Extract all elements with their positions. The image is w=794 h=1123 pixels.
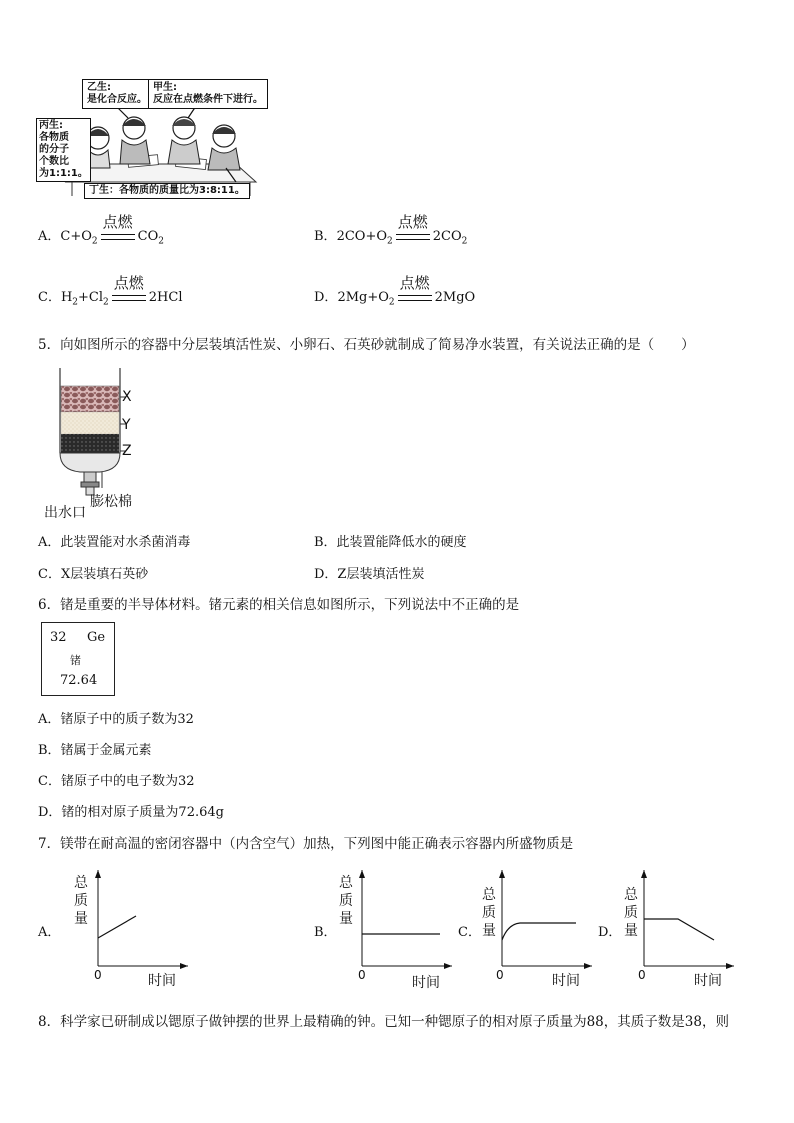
ylabel-char: 质 bbox=[482, 905, 496, 921]
bubble-bing-line: 丙生: bbox=[39, 120, 63, 131]
subscript: 2 bbox=[91, 236, 98, 247]
q4-option-b[interactable] bbox=[314, 213, 468, 247]
reaction-arrow bbox=[395, 274, 435, 305]
option-letter: D． bbox=[314, 290, 338, 305]
subscript: 2 bbox=[461, 236, 468, 247]
ylabel-char: 量 bbox=[624, 923, 638, 939]
reaction-arrow bbox=[109, 274, 149, 305]
q6-option-c[interactable]: C．锗原子中的电子数为32 bbox=[38, 774, 195, 789]
origin-label: 0 bbox=[638, 968, 646, 982]
subscript: 2 bbox=[103, 297, 109, 308]
bubble-yi-text: 是化合反应。 bbox=[87, 94, 147, 105]
ylabel-char: 量 bbox=[339, 911, 353, 927]
subscript: 2 bbox=[158, 236, 164, 247]
bubble-jia bbox=[148, 79, 268, 109]
reaction-arrow bbox=[393, 213, 433, 244]
ylabel-char: 质 bbox=[339, 893, 353, 909]
outlet-label: 出水口 bbox=[44, 505, 86, 521]
q7-option-c-letter[interactable]: C． bbox=[458, 925, 481, 940]
q6-option-a[interactable]: A．锗原子中的质子数为32 bbox=[38, 712, 194, 727]
q5-option-d[interactable]: D．Z层装填活性炭 bbox=[314, 567, 425, 582]
condition-label: 点燃 bbox=[113, 274, 144, 292]
bubble-jia-label: 甲生: bbox=[153, 82, 177, 93]
q5-option-a[interactable]: A．此装置能对水杀菌消毒 bbox=[38, 535, 191, 550]
option-letter: B． bbox=[314, 229, 337, 244]
eq-right: 2CO bbox=[432, 229, 462, 244]
option-letter: C． bbox=[38, 290, 61, 305]
layer-x-label: X bbox=[122, 389, 132, 405]
ylabel-char: 质 bbox=[74, 893, 88, 909]
ylabel-char: 总 bbox=[482, 887, 496, 903]
bubble-bing-line: 个数比 bbox=[39, 156, 69, 167]
eq-right: 2HCl bbox=[148, 290, 183, 305]
q6-option-d[interactable]: D．锗的相对原子质量为72.64g bbox=[38, 805, 224, 820]
element-symbol: Ge bbox=[87, 630, 106, 645]
equals-bar bbox=[112, 295, 146, 301]
bubble-bing-line: 的分子 bbox=[39, 144, 69, 155]
q4-option-c[interactable] bbox=[38, 274, 183, 308]
bubble-yi-label: 乙生: bbox=[87, 82, 111, 93]
equals-bar bbox=[101, 234, 135, 240]
xlabel: 时间 bbox=[694, 973, 722, 989]
xlabel: 时间 bbox=[148, 973, 176, 989]
bubble-jia-text: 反应在点燃条件下进行。 bbox=[153, 94, 263, 105]
ylabel-char: 总 bbox=[624, 887, 638, 903]
option-letter: A． bbox=[38, 229, 61, 244]
eq-left: +Cl bbox=[78, 290, 104, 305]
q6-option-b[interactable]: B．锗属于金属元素 bbox=[38, 743, 152, 758]
origin-label: 0 bbox=[496, 968, 504, 982]
mass-curve bbox=[98, 916, 136, 938]
ylabel-char: 质 bbox=[624, 905, 638, 921]
origin-label: 0 bbox=[94, 968, 102, 982]
bubble-bing bbox=[36, 118, 91, 182]
eq-right: 2MgO bbox=[434, 290, 476, 305]
subscript: 2 bbox=[388, 297, 395, 308]
q6-stem: 6．锗是重要的半导体材料。锗元素的相关信息如图所示，下列说法中不正确的是 bbox=[38, 597, 520, 613]
subscript: 2 bbox=[72, 297, 79, 308]
mass-curve bbox=[502, 923, 576, 940]
element-name: 锗 bbox=[70, 654, 81, 667]
ylabel-char: 总 bbox=[339, 875, 353, 891]
ylabel-char: 量 bbox=[482, 923, 496, 939]
bubble-yi bbox=[82, 79, 152, 109]
q7-option-d-letter[interactable]: D． bbox=[598, 925, 622, 940]
eq-left: H bbox=[60, 290, 73, 305]
eq-left: C+O bbox=[60, 229, 92, 244]
q4-option-a[interactable] bbox=[38, 213, 164, 247]
q7-stem: 7．镁带在耐高温的密闭容器中（内含空气）加热，下列图中能正确表示容器内所盛物质是 bbox=[38, 836, 574, 852]
q5-option-c[interactable]: C．X层装填石英砂 bbox=[38, 567, 149, 582]
equals-bar bbox=[396, 234, 430, 240]
eq-right: CO bbox=[137, 229, 159, 244]
mass-curve bbox=[644, 919, 714, 940]
q8-stem: 8．科学家已研制成以锶原子做钟摆的世界上最精确的钟。已知一种锶原子的相对原子质量为88，其质子数是38，则 bbox=[38, 1014, 729, 1030]
equals-bar bbox=[398, 295, 432, 301]
q7-graph-a bbox=[70, 870, 190, 990]
q7-graph-c bbox=[478, 870, 598, 990]
bubble-bing-line: 各物质 bbox=[39, 132, 69, 143]
condition-label: 点燃 bbox=[102, 213, 133, 231]
eq-left: 2Mg+O bbox=[337, 290, 389, 305]
xlabel: 时间 bbox=[412, 975, 440, 991]
atomic-mass: 72.64 bbox=[60, 673, 98, 688]
q7-graph-b bbox=[336, 870, 456, 990]
ylabel-char: 总 bbox=[74, 875, 88, 891]
element-card bbox=[41, 622, 115, 696]
bubble-bing-line: 为1:1:1。 bbox=[39, 168, 88, 179]
subscript: 2 bbox=[387, 236, 393, 247]
q7-graph-d bbox=[620, 870, 740, 990]
q7-option-b-letter[interactable]: B． bbox=[314, 925, 337, 940]
condition-label: 点燃 bbox=[397, 213, 428, 231]
origin-label: 0 bbox=[358, 968, 366, 982]
condition-label: 点燃 bbox=[399, 274, 430, 292]
ylabel-char: 量 bbox=[74, 911, 88, 927]
eq-left: 2CO+O bbox=[336, 229, 387, 244]
bubble-ding-text: 丁生：各物质的质量比为3:8:11。 bbox=[89, 185, 245, 196]
q4-option-d[interactable] bbox=[314, 274, 476, 308]
xlabel: 时间 bbox=[552, 973, 580, 989]
q5-option-b[interactable]: B．此装置能降低水的硬度 bbox=[314, 535, 467, 550]
layer-y-label: Y bbox=[122, 417, 131, 433]
layer-z-label: Z bbox=[122, 443, 132, 459]
cotton-label: 膨松棉 bbox=[90, 494, 132, 510]
reaction-arrow bbox=[98, 213, 138, 244]
q5-stem: 5．向如图所示的容器中分层装填活性炭、小卵石、石英砂就制成了简易净水装置，有关说法正确的是（ ） bbox=[38, 337, 695, 353]
bubble-ding bbox=[84, 183, 250, 199]
q7-option-a-letter[interactable]: A． bbox=[38, 925, 61, 940]
atomic-number: 32 bbox=[50, 630, 67, 645]
